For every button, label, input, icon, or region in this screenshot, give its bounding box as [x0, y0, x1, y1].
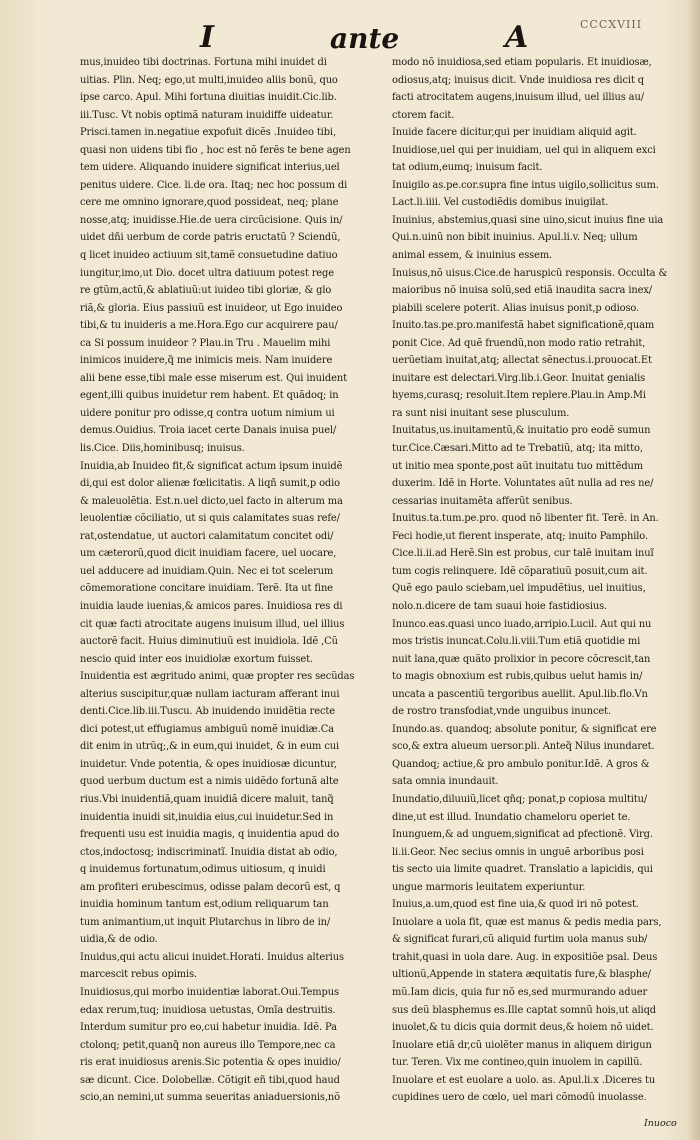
text-line: frequenti usu est inuidia magis, q inuidentia apud do	[80, 829, 340, 841]
text-line: ris erat inuidiosus arenis.Sic potentia & opes inuidio/	[80, 1057, 341, 1069]
text-line: duxerim. Idẽ in Horte. Voluntates aũt nulla ad res ne/	[392, 478, 654, 490]
text-line: li.ii.Geor. Nec secius omnis in unguẽ arboribus posi	[392, 846, 644, 858]
text-line: cere me omnino ignorare,quod possideat, neq; plane	[80, 197, 339, 209]
text-line: uerũetiam inuitat,atq; allectat sẽnectus.i.prouocat.Et	[392, 355, 652, 367]
text-line: penitus uidere. Cice. li.de ora. Itaq; nec hoc possum di	[80, 179, 348, 191]
text-line: sæ dicunt. Cice. Dolobellæ. Cõtigit eñ tibi,quod haud	[80, 1074, 340, 1086]
text-line: ponit Cice. Ad quẽ fruendũ,non modo ratio retrahit,	[392, 337, 646, 349]
text-line: iii.Tusc. Vt nobis optimã naturam inuidiffe uideatur.	[80, 109, 334, 121]
text-line: nuit lana,quæ quãto prolixior in pecore cõcrescit,tan	[392, 653, 651, 665]
text-line: tur. Teren. Vix me contineo,quin inuolem in capillũ.	[392, 1057, 643, 1069]
text-line: Inuidus,qui actu alicui inuidet.Horati. Inuidus alterius	[80, 951, 344, 963]
text-line: cupidines uero de cœlo, uel mari cõmodũ inuolasse.	[392, 1092, 647, 1104]
text-line: nescio quid inter eos inuidiolæ exortum fuisset.	[80, 653, 313, 665]
right-text-column	[392, 54, 686, 1124]
text-line: mos tristis inuncat.Colu.li.viii.Tum etiã quotidie mi	[392, 636, 641, 648]
text-line: uidet dñi uerbum de corde patris eructatũ ? Sciendũ,	[80, 232, 341, 244]
text-line: animal essem, & inuinius essem.	[392, 250, 553, 262]
text-line: Feci hodie,ut fierent insperate, atq; inuito Pamphilo.	[392, 530, 648, 542]
text-line: sco,& extra alueum uersor.pli. Anteq̃ Nilus inundaret.	[392, 741, 655, 753]
text-line: & significat furari,cũ aliquid furtim uola manus sub/	[392, 934, 648, 946]
text-line: de rostro transfodiat,vnde unguibus inuncet.	[392, 706, 612, 718]
text-line: inuidia laude iuenias,& amicos pares. Inuidiosa res di	[80, 600, 343, 612]
text-line: rius.Vbi inuidentiã,quam inuidiã dicere maluit, tanq̃	[80, 793, 334, 805]
text-line: uitias. Plin. Neq; ego,ut multi,inuideo aliis bonũ, quo	[80, 74, 338, 86]
running-header	[0, 18, 700, 58]
text-line: tur.Cice.Cæsari.Mitto ad te Trebatiũ, atq; ita mitto,	[392, 443, 643, 455]
text-line: tum animantium,ut inquit Plutarchus in libro de in/	[80, 916, 331, 928]
text-line: Inundo.as. quandoq; absolute ponitur, & significat ere	[392, 723, 657, 735]
text-line: demus.Ouidius. Troia iacet certe Danais inuisa puel/	[80, 425, 337, 437]
text-line: cessarias inuitamẽta afferũt senibus.	[392, 495, 573, 507]
text-line: cõmemoratione concitare inuidiam. Terẽ. Ita ut fine	[80, 583, 333, 595]
text-line: edax rerum,tuq; inuidiosa uetustas, Omĩa destruitis.	[80, 1004, 336, 1016]
text-line: uidere ponitur pro odisse,q contra uotum nimium ui	[80, 407, 335, 419]
text-line: scio,an nemini,ut summa seueritas aniaduersionis,nõ	[80, 1092, 340, 1104]
text-line: leuolentiæ cõciliatio, ut si quis calamitates suas refe/	[80, 513, 340, 525]
header-section-letter-right: A	[505, 20, 529, 55]
text-line: denti.Cice.lib.iii.Tuscu. Ab inuidendo inuidẽtia recte	[80, 706, 335, 718]
text-line: ctolonq; petit,quanq̃ non aureus illo Tempore,nec ca	[80, 1039, 336, 1051]
text-line: ra sunt nisi inuitant sese plusculum.	[392, 407, 570, 419]
text-line: inuolet,& tu dicis quia dormit deus,& hoiem nõ uidet.	[392, 1022, 654, 1034]
left-text-column	[80, 54, 380, 1124]
text-line: Inuitus.ta.tum.pe.pro. quod nõ libenter fit. Terẽ. in An.	[392, 513, 659, 525]
text-line: Inuidiose,uel qui per inuidiam, uel qui in aliquem exci	[392, 144, 656, 156]
text-line: nolo.n.dicere de tam suaui hoie fastidiosius.	[392, 600, 608, 612]
text-line: Inuisus,nõ uisus.Cice.de haruspicũ responsis. Occulta &	[392, 267, 668, 279]
text-line: am profiteri erubescimus, odisse palam decorũ est, q	[80, 881, 341, 893]
text-line: tat odium,eumq; inuisum facit.	[392, 162, 543, 174]
text-line: tibi,& tu inuideris a me.Hora.Ego cur acquirere pau/	[80, 320, 338, 332]
text-line: Inuito.tas.pe.pro.manifestã habet significationẽ,quam	[392, 320, 655, 332]
text-line: tem uidere. Aliquando inuidere significat interius,uel	[80, 162, 340, 174]
text-line: ultionũ,Appende in statera æquitatis fure,& blasphe/	[392, 969, 651, 981]
text-line: Inuolare a uola fit, quæ est manus & pedis media pars,	[392, 916, 662, 928]
text-line: alterius suscipitur,quæ nullam iacturam afferant inui	[80, 688, 340, 700]
text-line: ipse carco. Apul. Mihi fortuna diuitias inuidit.Cic.lib.	[80, 92, 337, 104]
text-line: Lact.li.iiii. Vel custodiẽdis domibus inuigilat.	[392, 197, 609, 209]
text-line: um cæterorũ,quod dicit inuidiam facere, uel uocare,	[80, 548, 337, 560]
text-line: ungue marmoris leuitatem experiuntur.	[392, 881, 586, 893]
text-line: iungitur,imo,ut Dio. docet ultra datiuum potest rege	[80, 267, 334, 279]
text-line: Cice.li.ii.ad Herẽ.Sin est probus, cur talẽ inuitam inuĩ	[392, 548, 654, 560]
text-line: inuidia hominum tantum est,odium reliquarum tan	[80, 899, 329, 911]
text-line: ctorem facit.	[392, 109, 455, 121]
text-line: Prisci.tamen in.negatiue expofuit dicẽs .Inuideo tibi,	[80, 127, 336, 139]
text-line: ut initio mea sponte,post aũt inuitatu tuo mittẽdum	[392, 460, 644, 472]
text-line: ca Si possum inuideor ? Plau.in Tru . Mauelim mihi	[80, 337, 331, 349]
text-line: auctorẽ facit. Huius diminutiuũ est inuidiola. Idẽ ,Cũ	[80, 636, 338, 648]
text-line: tis secto uia limite quadret. Translatio a lapicidis, qui	[392, 864, 653, 876]
page-fold-shadow	[686, 0, 700, 1140]
text-line: Inundatio,diluuiũ,licet qñq; ponat,p copiosa multitu/	[392, 793, 648, 805]
text-line: maioribus nõ inuisa solũ,sed etiã inaudita sacra inex/	[392, 285, 652, 297]
text-line: dine,ut est illud. Inundatio chameloru operiet te.	[392, 811, 631, 823]
text-line: nosse,atq; inuidisse.Hie.de uera circũcisione. Quis in/	[80, 214, 343, 226]
text-line: quasi non uidens tibi fio , hoc est nõ ferẽs te bene agen	[80, 144, 351, 156]
text-line: dici potest,ut effugiamus ambiguũ nomẽ inuidiæ.Ca	[80, 723, 334, 735]
text-line: Inuigilo as.pe.cor.supra fine intus uigilo,sollicitus sum.	[392, 179, 659, 191]
text-line: trahit,quasi in uola dare. Aug. in expositiõe psal. Deus	[392, 951, 658, 963]
text-line: sus deũ blasphemus es.Ille captat somnũ hois,ut aliqd	[392, 1004, 657, 1016]
text-line: Quandoq; actiue,& pro ambulo ponitur.Idẽ. A gros &	[392, 758, 650, 770]
text-line: q inuidemus fortunatum,odimus uitiosum, q inuidi	[80, 864, 326, 876]
text-line: sata omnia inundauit.	[392, 776, 499, 788]
text-line: Inuolare etiã dr,cũ uiolẽter manus in aliquem dirigun	[392, 1039, 652, 1051]
text-line: Inuitatus,us.inuitamentũ,& inuitatio pro eodẽ sumun	[392, 425, 651, 437]
text-line: uel adducere ad inuidiam.Quin. Nec ei tot scelerum	[80, 565, 334, 577]
text-line: to magis obnoxium est rubis,quibus uelut hamis in/	[392, 671, 643, 683]
text-line: mus,inuideo tibi doctrinas. Fortuna mihi inuidet di	[80, 57, 327, 68]
text-line: inimicos inuidere,q̃ me inimicis meis. Nam inuidere	[80, 355, 333, 367]
text-line: uidia,& de odio.	[80, 934, 158, 946]
text-line: hyems,curasq; resoluit.Item replere.Plau.in Amp.Mi	[392, 390, 646, 402]
text-line: facti atrocitatem augens,inuisum illud, uel illius au/	[392, 92, 644, 104]
text-line: quod uerbum ductum est a nimis uidẽdo fortunã alte	[80, 776, 339, 788]
header-section-letter-left: I	[200, 20, 215, 55]
text-line: dit enim in utrũq;,& in eum,qui inuidet, & in eum cui	[80, 741, 340, 753]
text-line: tum cogis relinquere. Idẽ cõparatiuũ posuit,cum ait.	[392, 565, 648, 577]
text-line: alii bene esse,tibi male esse miserum est. Qui inuident	[80, 372, 347, 384]
text-line: rat,ostendatue, ut auctori calamitatum concitet odi/	[80, 530, 334, 542]
text-line: inuidetur. Vnde potentia, & opes inuidiosæ dicuntur,	[80, 758, 337, 770]
text-line: odiosus,atq; inuisus dicit. Vnde inuidiosa res dicit q	[392, 74, 644, 86]
text-line: Inunguem,& ad unguem,significat ad pfectionẽ. Virg.	[392, 829, 653, 841]
text-line: di,qui est dolor alienæ fœlicitatis. A liqñ sumit,p odio	[80, 478, 341, 490]
text-line: Inuidia,ab Inuideo fit,& significat actum ipsum inuidẽ	[80, 460, 343, 472]
text-line: uncata a pascentiũ tergoribus auellit. Apul.lib.flo.Vn	[392, 688, 648, 700]
text-line: marcescit rebus opimis.	[80, 969, 198, 981]
text-line: Quẽ ego paulo sciebam,uel impudẽtius, uel inuitius,	[392, 583, 646, 595]
catchword: Inuoco	[644, 1118, 677, 1129]
text-line: Qui.n.uinũ non bibit inuinius. Apul.li.v. Neq; ullum	[392, 232, 638, 244]
text-line: cit quæ facti atrocitate augens inuisum illud, uel illius	[80, 618, 345, 630]
text-line: inuidentia inuidi sit,inuidia eius,cui inuidetur.Sed in	[80, 811, 334, 823]
text-line: egent,illi quibus inuidetur rem habent. Et quãdoq; in	[80, 390, 339, 402]
text-line: modo nõ inuidiosa,sed etiam popularis. Et inuidiosæ,	[392, 57, 652, 68]
text-line: Inuius,a.um,quod est fine uia,& quod iri nõ potest.	[392, 899, 639, 911]
text-line: Inunco.eas.quasi unco iuado,arripio.Lucil. Aut qui nu	[392, 618, 652, 630]
text-line: mũ.Iam dicis, quia fur nõ es,sed murmurando aduer	[392, 986, 648, 998]
text-line: Inuidentia est ægritudo animi, quæ propter res secũdas	[80, 671, 355, 683]
text-line: & maleuolẽtia. Est.n.uel dicto,uel facto in alterum ma	[80, 495, 343, 507]
text-line: ctos,indoctosq; indiscriminatĩ. Inuidia distat ab odio,	[80, 846, 338, 858]
text-line: Inuolare et est euolare a uolo. as. Apul.li.x .Diceres tu	[392, 1074, 656, 1086]
header-word: ante	[330, 22, 400, 55]
text-line: Inuidiosus,qui morbo inuidentiæ laborat.Oui.Tempus	[80, 986, 339, 998]
text-line: lis.Cice. Diis,hominibusq; inuisus.	[80, 443, 245, 455]
text-line: q licet inuideo actiuum sit,tamẽ consuetudine datiuo	[80, 250, 338, 262]
folio-number: CCCXVIII	[580, 18, 643, 31]
text-line: Inuinius, abstemius,quasi sine uino,sicut inuius fine uia	[392, 214, 664, 226]
text-line: piabili scelere poterit. Alias inuisus ponit,p odioso.	[392, 302, 640, 314]
text-line: riã,& gloria. Eius passiuũ est inuideor, ut Ego inuideo	[80, 302, 343, 314]
text-line: re gtũm,actũ,& ablatiuũ:ut iuideo tibi gloriæ, & glo	[80, 285, 332, 297]
text-line: inuitare est delectari.Virg.lib.i.Geor. Inuitat genialis	[392, 372, 646, 384]
text-line: Interdum sumitur pro eo,cui habetur inuidia. Idẽ. Pa	[80, 1022, 337, 1034]
text-line: Inuide facere dicitur,qui per inuidiam aliquid agit.	[392, 127, 637, 139]
